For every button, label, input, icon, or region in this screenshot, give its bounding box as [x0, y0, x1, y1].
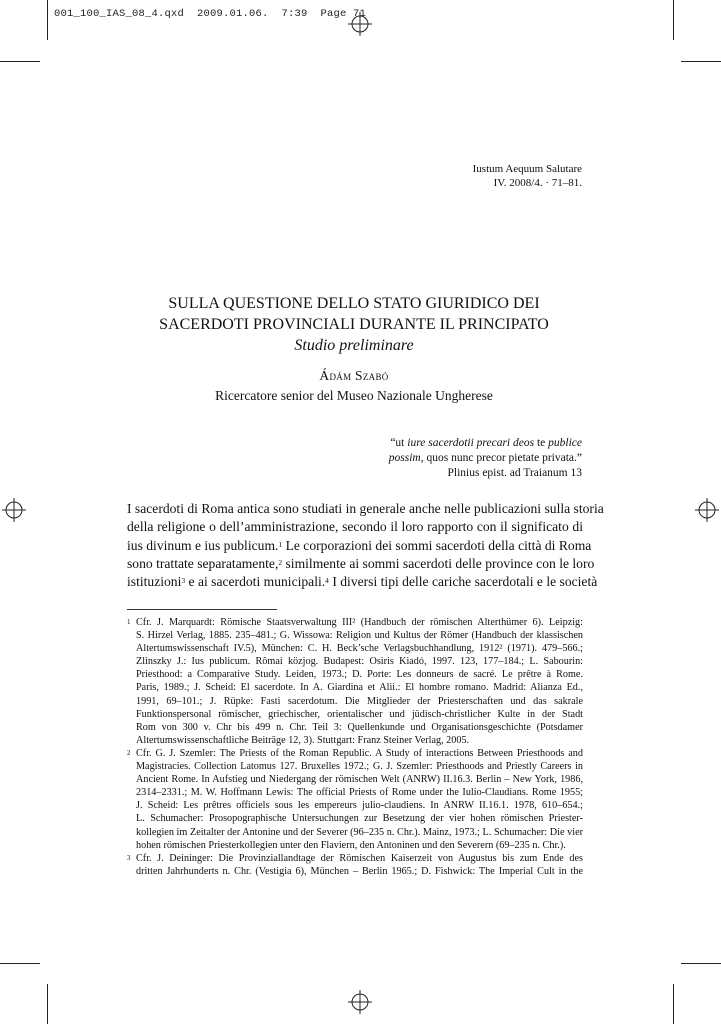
running-head	[473, 162, 582, 190]
journal-name: Iustum Aequum Salutare	[472, 163, 582, 175]
crop-mark-top-left-h	[0, 61, 40, 62]
author-name: Ádám Szabó	[319, 368, 389, 383]
epigraph-source: Plinius epist. ad Traianum 13	[447, 467, 582, 479]
footnote-line: Altertumswissenschaftliche Beiträge 12, 3). Stuttgart: Franz Steiner Verlag, 2005.	[136, 734, 470, 746]
body-line: ius divinum e ius publicum.$^1$ Le corporazioni dei sommi sacerdoti della città di Roma	[127, 537, 592, 553]
body-line: della religione o dell’amministrazione, secondo il loro rapporto con il significato di	[127, 519, 583, 535]
footnote-number: 2	[127, 748, 131, 757]
author-affiliation: Ricercatore senior del Museo Nazionale Ungherese	[215, 388, 493, 403]
crop-mark-bottom-left-h	[0, 963, 40, 964]
footnote-2	[127, 747, 583, 852]
footnote-line: kollegien im Zeitalter der Antonine und der Severer (96–235 n. Chr.). Mainz, 1973.; L. Schumacher: Die vier	[136, 826, 583, 838]
footnote-line: Altertumswissenschaft IV.5), München: C. H. Beck’sche Verlagsbuchhandlung, 1912² (1971). 479–566.;	[136, 643, 583, 655]
footnote-line: 2314–2331.; M. W. Hoffmann Lewis: The official Priests of Rome under the Iulio-Claudians. Rome 1955;	[136, 787, 583, 799]
epigraph-line-2: possim, quos nunc precor pietate privata.”	[388, 452, 582, 464]
footnote-ref[interactable]: 1	[278, 539, 283, 549]
title-line-1: SULLA QUESTIONE DELLO STATO GIURIDICO DEI	[168, 295, 540, 312]
registration-mark-right-icon	[695, 498, 719, 522]
footnote-line: Rom von 300 v. Chr bis 499 n. Chr. Teil 3: Quellenkunde und Organisationsgeschichte (Potsdamer	[136, 721, 583, 733]
crop-mark-bottom-left-v	[47, 984, 48, 1024]
registration-mark-left-icon	[2, 498, 26, 522]
article-title	[128, 293, 580, 335]
footnote-3	[127, 852, 583, 878]
footnote-line: hohen römischen Priesterkollegien unter den Flaviern, den Antoninen und den Severern (69–235 n. Chr.).	[136, 839, 566, 851]
crop-mark-bottom-right-v	[673, 984, 674, 1024]
crop-mark-bottom-right-h	[681, 963, 721, 964]
footnote-ref[interactable]: 2	[278, 557, 283, 567]
footnote-line: Magistracies. Collection Latomus 127. Bruxelles 1972.; G. J. Szemler: Priesthoods and Priestly Careers in	[136, 761, 583, 773]
footnote-ref[interactable]: 4	[325, 576, 329, 586]
registration-mark-bottom-icon	[348, 990, 372, 1014]
crop-mark-top-left-v	[47, 0, 48, 40]
footnote-line: Cfr. J. Deininger: Die Provinziallandtage der Römischen Kaiserzeit von Augustus bis zum Ende des	[136, 852, 583, 864]
article-subtitle: Studio preliminare	[294, 337, 414, 354]
body-paragraph	[127, 500, 604, 591]
footnote-line: Cfr. J. Marquardt: Römische Staatsverwaltung III² (Handbuch der römischen Alterthümer 6). Leipzig:	[136, 617, 583, 628]
footnote-line: S. Hirzel Verlag, 1885. 235–481.; G. Wissowa: Religion und Kultus der Römer (Handbuch der klassischen	[136, 630, 583, 642]
footnote-separator	[127, 609, 277, 610]
footnote-number: 3	[127, 853, 131, 862]
footnote-number: 1	[127, 618, 131, 626]
crop-mark-top-right-v	[673, 0, 674, 40]
epigraph	[362, 436, 582, 481]
footnote-line: 1991, 69–101.; J. Rüpke: Fasti sacerdotum. Die Mitglieder der Priesterschaften und das sakrale	[136, 695, 583, 707]
body-line: I sacerdoti di Roma antica sono studiati in generale anche nelle publicazioni sulla storia	[127, 501, 604, 516]
footnotes	[127, 616, 583, 878]
footnote-line: Zlinszky J.: Ius publicum. Rômai közjog. Budapest: Osiris Kiadó, 1997. 123, 177–184.; L. Sabourin:	[136, 656, 583, 668]
footnote-1	[127, 616, 583, 747]
footnote-line: Cfr. G. J. Szemler: The Priests of the Roman Republic. A Study of interactions Between Priesthoods and	[136, 747, 583, 759]
body-line: sono trattate separatamente,$^2$ similmente ai sommi sacerdoti delle province con le loro	[127, 555, 595, 571]
journal-issue: IV. 2008/4. · 71–81.	[493, 177, 582, 189]
footnote-line: Funktionspersonal römischer, griechischer, orientalischer und jüdisch-christlicher Kulte in der Stadt	[136, 708, 583, 720]
footnote-ref[interactable]: 3	[181, 576, 186, 586]
body-line: istituzioni$^3$ e ai sacerdoti municipali.$^4$ I diversi tipi delle cariche sacerdotali e le società	[127, 574, 598, 590]
title-line-2: SACERDOTI PROVINCIALI DURANTE IL PRINCIPATO	[159, 316, 549, 333]
footnote-line: Paris, 1989.; J. Scheid: El sacerdote. In A. Giardina et Alii.: El hombre romano. Madrid: Alianza Ed.,	[136, 682, 583, 694]
print-slug: 001_100_IAS_08_4.qxd 2009.01.06. 7:39 Page 71	[54, 8, 367, 20]
footnote-line: Ancient Rome. In Aufstieg und Niedergang der römischen Welt (ANRW) II.16.3. Berlin – New York, 1986,	[136, 774, 583, 786]
footnote-line: L. Schumacher: Prosopographische Untersuchungen zur Besetzung der vier hohen römischen Priester-	[136, 813, 583, 825]
footnote-line: Priesthood: a Comparative Study. Leiden, 1973.; D. Porte: Les donneurs de sacré. Le prêtre à Rome.	[136, 669, 583, 681]
footnote-line: J. Scheid: Les prêtres officiels sous les empereurs julio-claudiens. In ANRW II.16.1. 1978, 610–654.;	[136, 800, 583, 812]
epigraph-line-1: “ut iure sacerdotii precari deos te publice	[390, 437, 582, 449]
footnote-line: dritten Jahrhunderts n. Chr. (Vestigia 6), München – Berlin 1965.; D. Fishwick: The Imperial Cult in the	[136, 865, 583, 877]
crop-mark-top-right-h	[681, 61, 721, 62]
